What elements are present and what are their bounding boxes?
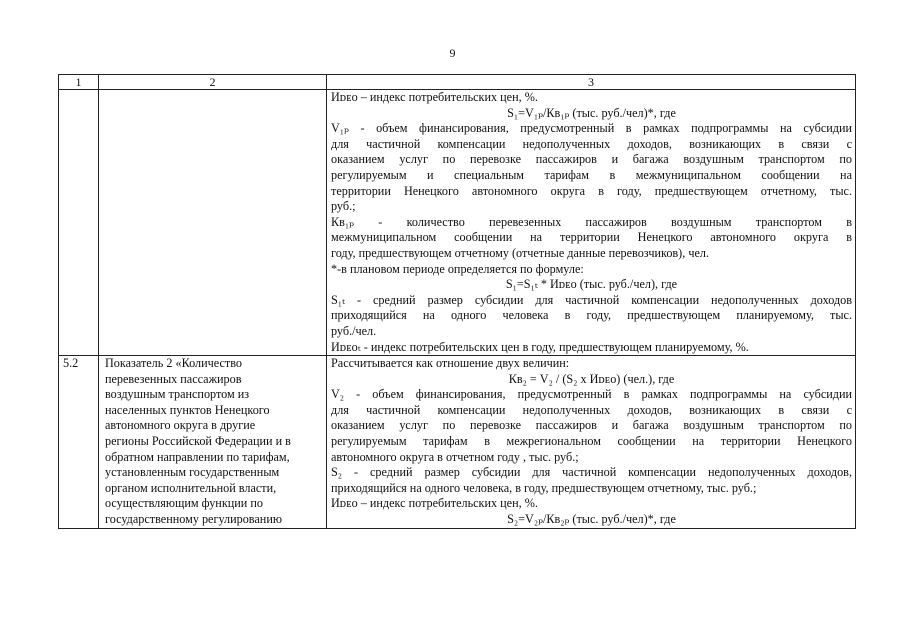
- text-line: установленным государственным: [105, 465, 280, 480]
- header-col-1: 1: [59, 75, 99, 90]
- text-line: оказанием услуг по перевозке пассажиров и багажа воздушным транспортом по: [331, 152, 852, 167]
- text-line: автономного округа в другие: [105, 418, 256, 433]
- text-line: *-в плановом периоде определяется по формуле:: [331, 261, 584, 276]
- page-number: 9: [449, 46, 456, 60]
- text-line: V₁ₚ - объем финансирования, предусмотренный в рамках подпрограммы на субсидии: [331, 121, 852, 136]
- row2-number: [59, 356, 99, 529]
- text-line: регулируемым тарифам в межрегиональном сообщении на территории Ненецкого: [331, 434, 852, 449]
- row1-name: [99, 90, 327, 356]
- text-line: S₁=S₁ₜ * Иᴅᴇᴏ (тыс. руб./чел), где: [505, 277, 678, 292]
- row2-number-text: 5.2: [63, 356, 79, 371]
- text-line: для частичной компенсации недополученных доходов, возникающих в связи с: [331, 402, 852, 417]
- text-line: воздушным транспортом из: [105, 387, 250, 402]
- header-col-2: 2: [99, 75, 327, 90]
- text-line: осуществляющим функции по: [105, 496, 263, 511]
- text-line: году, предшествующем отчетному (отчетные данные перевозчиков), чел.: [331, 245, 709, 260]
- table-row-5-2: [59, 356, 856, 529]
- text-line: приходящийся на одного человека, в году, предшествующем отчетному, тыс. руб.;: [331, 480, 757, 495]
- text-line: оказанием услуг по перевозке пассажиров и багажа воздушным транспортом по: [331, 418, 852, 433]
- text-line: Кв₁ₚ - количество перевезенных пассажиров воздушным транспортом в: [331, 214, 852, 229]
- table-row-continuation: [59, 90, 856, 356]
- text-line: перевезенных пассажиров: [105, 371, 242, 386]
- text-line: S₁=V₁ₚ/Кв₁ₚ (тыс. руб./чел)*, где: [507, 105, 676, 120]
- text-line: регионы Российской Федерации и в: [105, 434, 291, 449]
- table-header-row: [59, 75, 856, 90]
- row2-description: [327, 356, 856, 529]
- text-line: Рассчитывается как отношение двух величин:: [331, 356, 570, 371]
- text-line: Кв₂ = V₂ / (S₂ х Иᴅᴇᴏ) (чел.), где: [508, 371, 675, 386]
- text-line: регулируемым и специальным тарифам в межмуниципальном сообщении на: [331, 167, 852, 182]
- text-line: руб./чел.: [331, 323, 377, 338]
- text-line: Иᴅᴇᴏₜ - индекс потребительских цен в году, предшествующем планируемому, %.: [331, 339, 749, 354]
- row1-description: [327, 90, 856, 356]
- header-col-3: 3: [327, 75, 856, 90]
- text-line: органом исполнительной власти,: [105, 480, 277, 495]
- text-line: населенных пунктов Ненецкого: [105, 402, 270, 417]
- text-line: для частичной компенсации недополученных доходов, возникающих в связи с: [331, 136, 852, 151]
- text-line: обратном направлении по тарифам,: [105, 449, 290, 464]
- row1-number: [59, 90, 99, 356]
- text-line: S₂=V₂ₚ/Кв₂ₚ (тыс. руб./чел)*, где: [507, 512, 676, 527]
- text-line: межмуниципальном сообщении на территории Ненецкого автономного округа в: [331, 230, 852, 245]
- text-line: S₁ₜ - средний размер субсидии для частичной компенсации недополученных доходов: [331, 292, 852, 307]
- text-line: S₂ - средний размер субсидии для частичной компенсации недополученных доходов,: [331, 465, 852, 480]
- text-line: автономного округа в отчетном году , тыс. руб.;: [331, 449, 579, 464]
- text-line: V₂ - объем финансирования, предусмотренный в рамках подпрограммы на субсидии: [331, 387, 852, 402]
- indicator-table: [58, 74, 856, 529]
- text-line: Иᴅᴇᴏ – индекс потребительских цен, %.: [331, 496, 538, 511]
- text-line: государственному регулированию: [105, 512, 282, 527]
- row2-name: [99, 356, 327, 529]
- text-line: Иᴅᴇᴏ – индекс потребительских цен, %.: [331, 90, 538, 104]
- text-line: руб.;: [331, 199, 356, 214]
- text-line: приходящийся на одного человека в году, предшествующем планируемому, тыс.: [331, 308, 852, 323]
- text-line: Показатель 2 «Количество: [105, 356, 243, 371]
- text-line: территории Ненецкого автономного округа в году, предшествующем отчетному, тыс.: [331, 183, 852, 198]
